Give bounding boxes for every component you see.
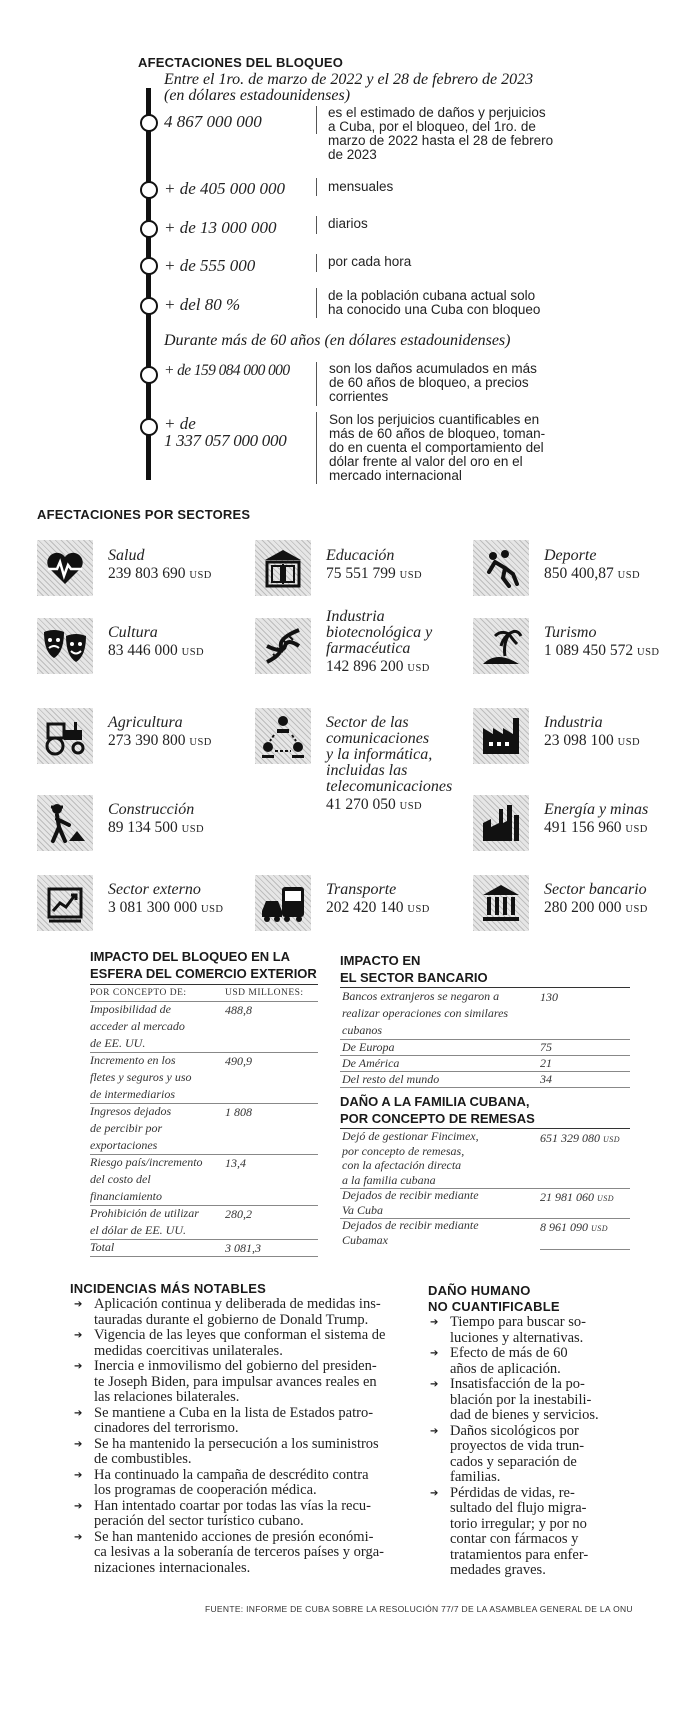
factory-icon [473,708,529,764]
sector-name: Sector de las comunicaciones y la informática, incluidas las telecomunicaciones [326,714,453,795]
sector-name: Industria [544,714,603,731]
blockade-desc: diarios [328,216,368,231]
list-item: ➔ Se mantiene a Cuba en la lista de Estados patro- cinadores del terrorismo. [74,1404,374,1436]
heart-pulse-icon [37,540,93,596]
trade-row-concept: Incremento en los fletes y seguros y uso de intermediarios [90,1053,192,1101]
list-item: ➔ Vigencia de las leyes que conforman el sistema de medidas coercitivas unilaterales. [74,1327,386,1359]
timeline-dot [140,366,158,384]
blockade-desc: por cada hora [328,254,412,269]
trade-row-value: 488,8 [225,1003,252,1017]
separator [316,362,317,406]
sector-value: 491 156 960 USD [544,819,648,836]
blockade-desc: es el estimado de daños y perjuicios a Cuba, por el bloqueo, del 1ro. de marzo de 2022 hasta el 28 de febrero de 2023 [328,105,554,162]
trade-row-value: 1 808 [225,1105,252,1119]
blockade-desc: son los daños acumulados en más de 60 años de bloqueo, a precios corrientes [329,361,537,404]
divider [90,1256,318,1257]
separator [316,288,317,318]
network-people-icon [255,708,311,764]
trade-row-concept: Ingresos dejados de percibir por exportaciones [90,1104,172,1152]
sector-value: 1 089 450 572 USD [544,642,660,659]
timeline-dot [140,114,158,132]
sector-name: Energía y minas [544,801,649,818]
bus-car-icon [255,875,311,931]
blockade-desc: Son los perjuicios cuantificables en más de 60 años de bloqueo, toman- do en cuenta el comportamiento del dólar frente al valor del oro en el mercado internacional [329,412,546,483]
blockade-value: + de 13 000 000 [164,218,277,237]
list-item: ➔ Aplicación continua y deliberada de medidas ins- tauradas durante el gobierno de Donald Trump. [74,1296,381,1328]
blockade-value: 4 867 000 000 [164,112,262,131]
banking-row-value: 34 [540,1072,552,1086]
sector-value: 23 098 100 USD [544,732,641,749]
separator [316,178,317,196]
list-item: ➔ Se han mantenido acciones de presión económi- ca lesivas a la soberanía de terceros países y orga- nizaciones internacionales. [74,1528,385,1576]
blockade-value: + de 405 000 000 [164,179,286,198]
trade-col-value: USD MILLONES: [225,988,304,998]
remittance-row-label: Dejó de gestionar Fincimex, por concepto de remesas, con la afectación directa a la familia cubana [342,1129,479,1187]
construction-worker-icon [37,795,93,851]
sector-name: Sector bancario [544,881,647,898]
trade-row-value: 490,9 [225,1054,252,1068]
list-item: ➔ Se ha mantenido la persecución a los suministros de combustibles. [74,1435,379,1467]
remittance-row-value: 651 329 080 USD [540,1131,621,1145]
list-item: ➔ Tiempo para buscar so- luciones y alternativas. [430,1314,586,1346]
trade-total-value: 3 081,3 [225,1241,261,1255]
remittance-row-label: Dejados de recibir mediante Va Cuba [342,1188,479,1217]
blockade-subtitle: Entre el 1ro. de marzo de 2022 y el 28 de febrero de 2023 [164,71,534,88]
incidents-list [74,1296,424,1576]
tractor-icon [37,708,93,764]
separator [316,254,317,272]
human-damage-list [430,1314,618,1579]
list-item: ➔ Daños sicológicos por proyectos de vida trun- cados y separación de familias. [430,1422,585,1485]
blockade-value: + de 555 000 [164,256,256,275]
trade-row-concept: Prohibición de utilizar el dólar de EE. UU. [90,1206,199,1237]
sector-name: Sector externo [108,881,201,898]
trade-chart-icon [37,875,93,931]
sector-name: Construcción [108,801,195,818]
banking-table-title: IMPACTO EN EL SECTOR BANCARIO [340,953,488,985]
palm-island-icon [473,618,529,674]
sector-value: 83 446 000 USD [108,642,205,659]
separator [316,106,317,134]
timeline-dot [140,181,158,199]
divider [540,1249,630,1250]
banking-row-label: De América [342,1056,400,1070]
blockade-currency-note: (en dólares estadounidenses) [164,87,351,104]
list-item: ➔ Inercia e inmovilismo del gobierno del presiden- te Joseph Biden, para impulsar avances reales en las relaciones bilaterales. [74,1358,377,1405]
list-item: ➔ Efecto de más de 60 años de aplicación. [430,1345,568,1377]
trade-total-label: Total [90,1240,115,1254]
blockade-value-prefix: + de [164,414,196,433]
sector-name: Industria biotecnológica y farmacéutica [326,608,433,657]
dna-icon [255,618,311,674]
banking-row-label: De Europa [342,1040,395,1054]
trade-row-concept: Imposibilidad de acceder al mercado de EE. UU. [90,1002,185,1050]
list-item: ➔ Ha continuado la campaña de descrédito contra los programas de cooperación médica. [74,1466,369,1498]
sector-value: 142 896 200 USD [326,658,430,675]
sector-value: 273 390 800 USD [108,732,212,749]
human-damage-title: DAÑO HUMANO NO CUANTIFICABLE [428,1283,560,1314]
separator [316,216,317,234]
remittance-row-value: 21 981 060 USD [540,1190,615,1204]
trade-table-title: IMPACTO DEL BLOQUEO EN LA ESFERA DEL COMERCIO EXTERIOR [90,949,317,981]
divider [90,1239,318,1240]
blockade-period-label: Durante más de 60 años (en dólares estadounidenses) [164,332,511,349]
trade-col-concept: POR CONCEPTO DE: [90,988,187,998]
sector-value: 3 081 300 000 USD [108,899,224,916]
sector-name: Educación [326,547,395,564]
sector-value: 41 270 050 USD [326,796,423,813]
separator [316,412,317,484]
trade-row-value: 280,2 [225,1207,252,1221]
athlete-icon [473,540,529,596]
sector-name: Transporte [326,881,397,898]
blockade-value: 1 337 057 000 000 [164,431,287,450]
timeline-dot [140,297,158,315]
list-item: ➔ Han intentado coartar por todas las vías la recu- peración del sector turístico cubano. [74,1497,372,1529]
sector-name: Agricultura [108,714,183,731]
timeline-dot [140,257,158,275]
remittance-row-value: 8 961 090 USD [540,1220,609,1234]
list-item: ➔ Insatisfacción de la po- blación por la inestabili- dad de bienes y servicios. [430,1376,599,1423]
theater-masks-icon [37,618,93,674]
blockade-desc: de la población cubana actual solo ha conocido una Cuba con bloqueo [328,288,541,317]
banking-row-label: Del resto del mundo [342,1072,440,1086]
sector-value: 280 200 000 USD [544,899,648,916]
trade-row-concept: Riesgo país/incremento del costo del financiamiento [90,1155,203,1203]
sector-value: 89 134 500 USD [108,819,205,836]
remittance-row-label: Dejados de recibir mediante Cubamax [342,1218,479,1247]
source-note: FUENTE: INFORME DE CUBA SOBRE LA RESOLUCIÓN 77/7 DE LA ASAMBLEA GENERAL DE LA ONU [205,1604,633,1614]
divider [340,1087,630,1088]
blockade-value: + de 159 084 000 000 [164,362,290,379]
divider [90,984,318,985]
bank-icon [473,875,529,931]
remittances-table-title: DAÑO A LA FAMILIA CUBANA, POR CONCEPTO DE REMESAS [340,1094,535,1126]
sector-name: Cultura [108,624,158,641]
incidents-title: INCIDENCIAS MÁS NOTABLES [70,1281,266,1296]
trade-row-value: 13,4 [225,1156,246,1170]
banking-row-label: Bancos extranjeros se negaron a realizar operaciones con similares cubanos [342,989,509,1037]
timeline-dot [140,418,158,436]
blockade-title: AFECTACIONES DEL BLOQUEO [138,55,344,70]
banking-row-value: 21 [540,1056,552,1070]
banking-row-value: 130 [540,990,558,1004]
sector-value: 202 420 140 USD [326,899,430,916]
power-plant-icon [473,795,529,851]
sectors-title: AFECTACIONES POR SECTORES [37,507,251,522]
banking-row-value: 75 [540,1040,552,1054]
sector-value: 239 803 690 USD [108,565,212,582]
list-item: ➔ Pérdidas de vidas, re- sultado del flujo migra- torio irregular; y por no contar con fármacos y tratamientos para enfer- medades graves. [430,1484,589,1578]
sector-value: 850 400,87 USD [544,565,641,582]
sector-name: Deporte [544,547,597,564]
blockade-value: + del 80 % [164,295,241,314]
timeline-dot [140,220,158,238]
sector-name: Turismo [544,624,597,641]
sector-name: Salud [108,547,145,564]
sector-value: 75 551 799 USD [326,565,423,582]
book-icon [255,540,311,596]
blockade-desc: mensuales [328,179,394,194]
